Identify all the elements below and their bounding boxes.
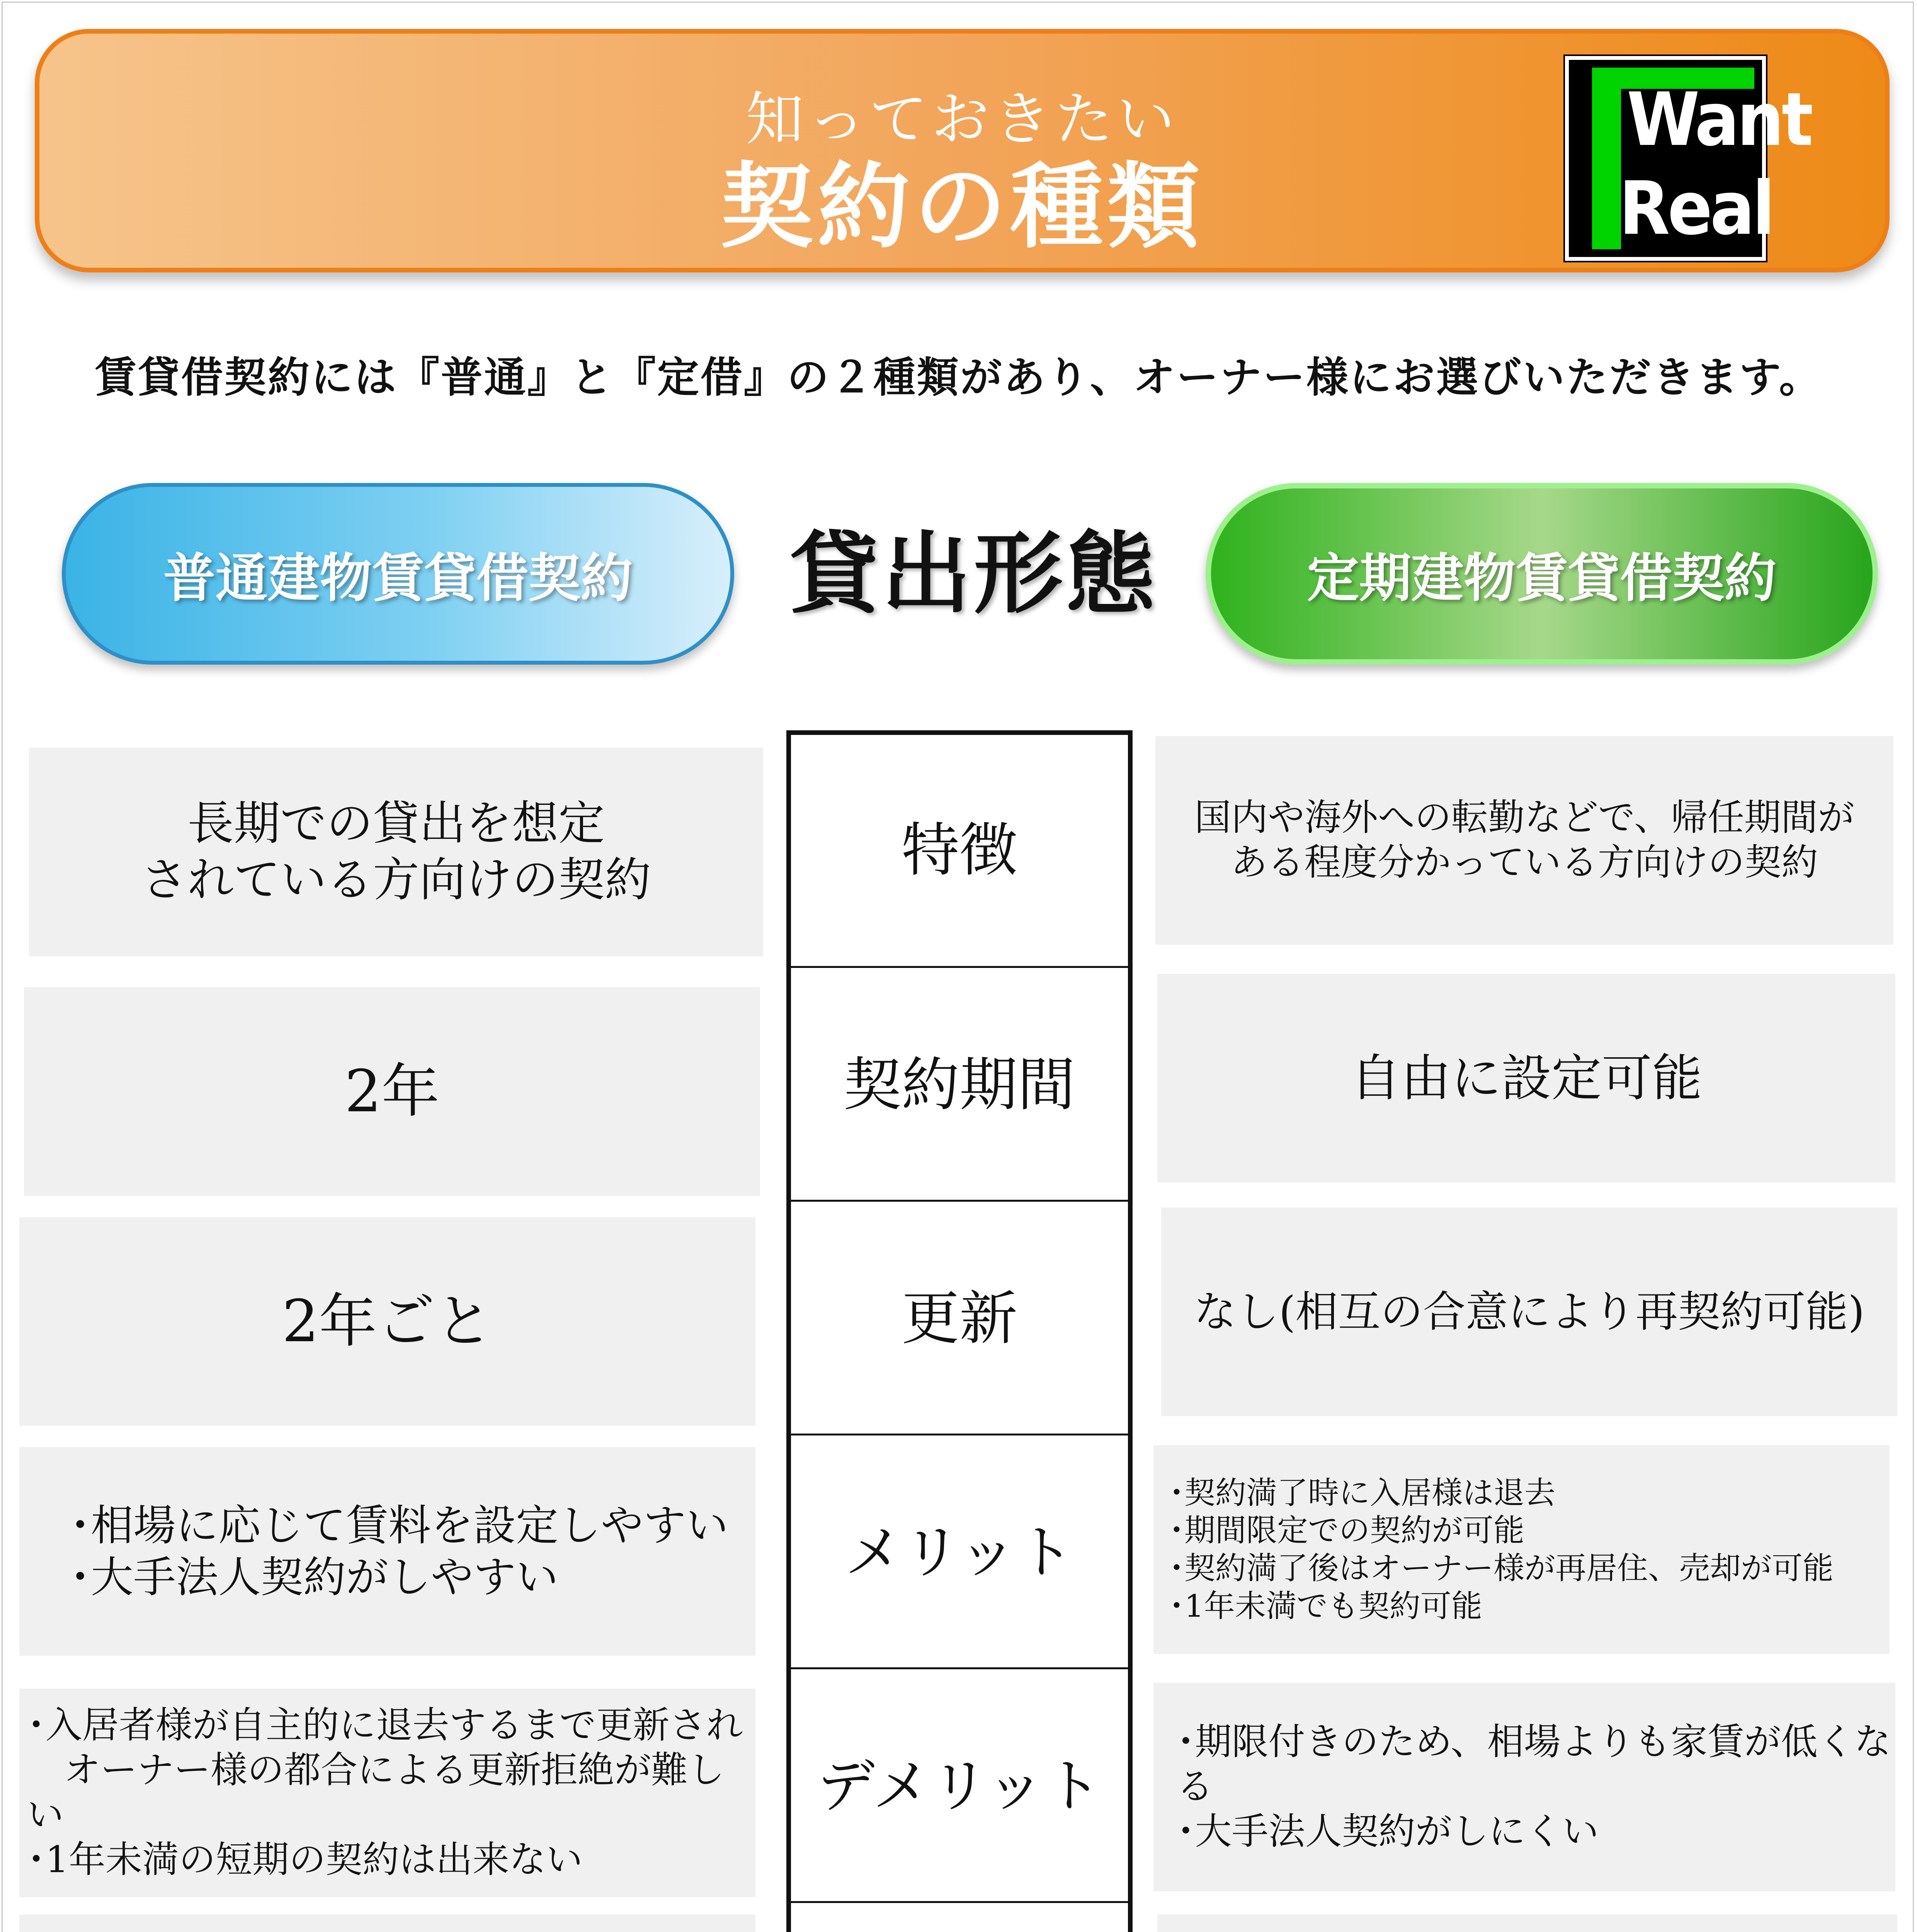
fixed-term-lease-cell-1 — [1155, 736, 1893, 945]
fixed-term-lease-cell-6 — [1157, 1915, 1897, 1932]
regular-lease-cell-5 — [19, 1689, 755, 1897]
regular-lease-text: 2年 — [344, 1058, 440, 1125]
row-label-6 — [791, 1906, 1128, 1932]
fixed-term-lease-cell-2 — [1157, 974, 1895, 1182]
row-label-3: 更新 — [901, 1285, 1017, 1352]
row-divider — [791, 1200, 1128, 1202]
regular-lease-cell-4 — [19, 1447, 755, 1656]
row-divider — [791, 966, 1128, 968]
fixed-term-lease-text: 自由に設定可能 — [1350, 1048, 1702, 1107]
regular-lease-text: 長期での貸出を想定 されている方向けの契約 — [141, 796, 651, 907]
section-title: 貸出形態 — [789, 523, 1158, 626]
row-label-5: デメリット — [816, 1753, 1102, 1820]
row-divider — [791, 1901, 1128, 1903]
fixed-term-lease-text: なし(相互の合意により再契約可能) — [1194, 1287, 1865, 1337]
want-real-logo — [1565, 56, 1811, 261]
logo-text-real: Real — [1619, 166, 1773, 251]
regular-lease-text: ･相場に応じて賃料を設定しやすい ･大手法人契約がしやすい — [70, 1500, 728, 1602]
pill-regular-lease: 普通建物賃貸借契約 — [62, 483, 734, 665]
fixed-term-lease-cell-5 — [1153, 1683, 1895, 1891]
regular-lease-text: 2年ごと — [282, 1287, 493, 1355]
label-column — [786, 730, 1133, 1932]
regular-lease-cell-6 — [19, 1915, 755, 1932]
fixed-term-lease-cell-3 — [1161, 1208, 1897, 1416]
logo-text-want: Want — [1627, 77, 1811, 162]
header-title: 契約の種類 — [720, 153, 1204, 261]
regular-lease-cell-1 — [29, 748, 763, 956]
regular-lease-cell-3 — [19, 1217, 755, 1426]
header-subtitle: 知っておきたい — [745, 86, 1179, 153]
row-label-1: 特徴 — [901, 816, 1017, 884]
pill-fixed-term-lease: 定期建物賃貸借契約 — [1206, 483, 1878, 665]
fixed-term-lease-text: ･契約満了時に入居様は退去 ･期間限定での契約が可能 ･契約満了後はオーナー様が再居住、売却が可能 ･1年未満でも契約可能 — [1169, 1475, 1834, 1624]
logo-bar-icon — [1592, 68, 1621, 249]
intro-text: 賃貸借契約には『普通』と『定借』の２種類があり、オーナー様にお選びいただきます。 — [94, 354, 1823, 402]
row-divider — [791, 1434, 1128, 1435]
row-label-2: 契約期間 — [843, 1051, 1075, 1119]
row-divider — [791, 1667, 1128, 1669]
regular-lease-cell-2 — [24, 987, 760, 1196]
fixed-term-lease-text: 国内や海外への転勤などで、帰任期間が ある程度分かっている方向けの契約 — [1194, 796, 1855, 884]
fixed-term-lease-cell-4 — [1153, 1445, 1890, 1654]
fixed-term-lease-text: ･期限付きのため、相場よりも家賃が低くなる ･大手法人契約がしにくい — [1177, 1721, 1891, 1853]
row-label-4: メリット — [844, 1519, 1074, 1586]
regular-lease-text: ･入居者様が自主的に退去するまで更新され オーナー様の都合による更新拒絶が難しい ･1年未満の短期の契約は出来ない — [27, 1704, 743, 1881]
